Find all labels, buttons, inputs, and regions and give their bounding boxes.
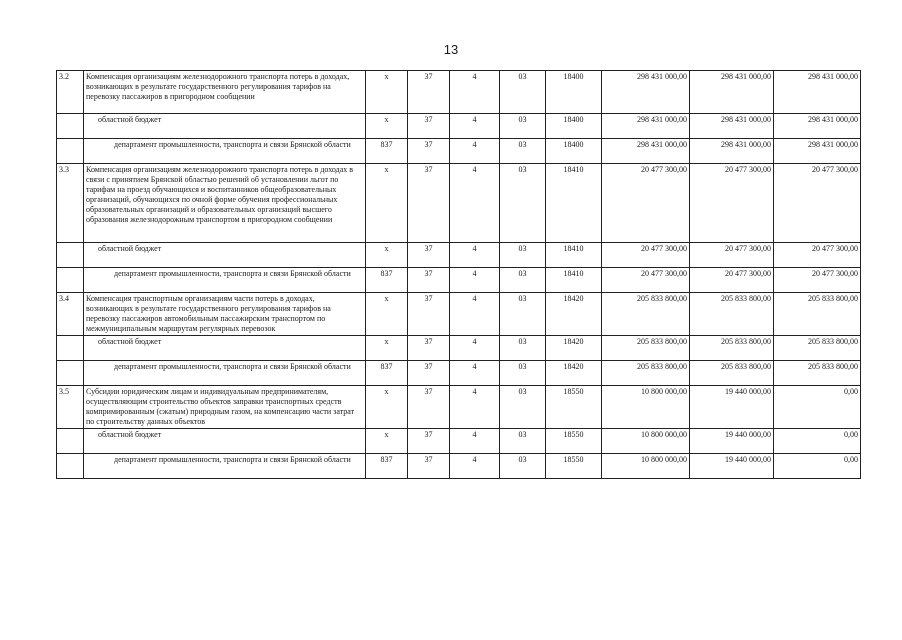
row-number: 3.2 — [57, 71, 84, 114]
amount-cell: 19 440 000,00 — [690, 454, 774, 479]
row-name: областной бюджет — [84, 336, 366, 361]
code-cell: 37 — [408, 114, 450, 139]
code-cell: 03 — [500, 164, 546, 243]
amount-cell: 20 477 300,00 — [602, 164, 690, 243]
amount-cell: 298 431 000,00 — [690, 71, 774, 114]
code-cell: 37 — [408, 336, 450, 361]
page-number: 13 — [443, 42, 459, 57]
row-number — [57, 429, 84, 454]
amount-cell: 298 431 000,00 — [602, 71, 690, 114]
amount-cell: 10 800 000,00 — [602, 429, 690, 454]
code-cell: 37 — [408, 429, 450, 454]
amount-cell: 0,00 — [774, 429, 861, 454]
code-cell: 37 — [408, 386, 450, 429]
grbs-cell: х — [366, 114, 408, 139]
code-cell: 4 — [450, 243, 500, 268]
code-cell: 37 — [408, 164, 450, 243]
amount-cell: 205 833 800,00 — [690, 361, 774, 386]
amount-cell: 20 477 300,00 — [602, 243, 690, 268]
code-cell: 4 — [450, 71, 500, 114]
table-row — [57, 71, 861, 114]
row-number — [57, 114, 84, 139]
row-number — [57, 139, 84, 164]
code-cell: 37 — [408, 243, 450, 268]
amount-cell: 10 800 000,00 — [602, 386, 690, 429]
amount-cell: 205 833 800,00 — [690, 336, 774, 361]
row-name: департамент промышленности, транспорта и связи Брянской области — [84, 454, 366, 479]
code-cell: 4 — [450, 454, 500, 479]
grbs-cell: х — [366, 243, 408, 268]
amount-cell: 298 431 000,00 — [774, 139, 861, 164]
grbs-cell: х — [366, 71, 408, 114]
grbs-cell: 837 — [366, 139, 408, 164]
amount-cell: 205 833 800,00 — [602, 336, 690, 361]
grbs-cell: х — [366, 293, 408, 336]
row-name: областной бюджет — [84, 243, 366, 268]
code-cell: 4 — [450, 293, 500, 336]
amount-cell: 20 477 300,00 — [602, 268, 690, 293]
code-cell: 18410 — [546, 243, 602, 268]
amount-cell: 19 440 000,00 — [690, 429, 774, 454]
code-cell: 18420 — [546, 336, 602, 361]
code-cell: 18420 — [546, 361, 602, 386]
code-cell: 18400 — [546, 139, 602, 164]
grbs-cell: х — [366, 386, 408, 429]
code-cell: 37 — [408, 71, 450, 114]
grbs-cell: х — [366, 336, 408, 361]
code-cell: 4 — [450, 114, 500, 139]
amount-cell: 20 477 300,00 — [690, 164, 774, 243]
row-name: областной бюджет — [84, 114, 366, 139]
code-cell: 03 — [500, 386, 546, 429]
code-cell: 37 — [408, 454, 450, 479]
code-cell: 03 — [500, 114, 546, 139]
row-number: 3.5 — [57, 386, 84, 429]
amount-cell: 19 440 000,00 — [690, 386, 774, 429]
code-cell: 18550 — [546, 386, 602, 429]
code-cell: 37 — [408, 293, 450, 336]
table-row — [57, 429, 861, 454]
amount-cell: 298 431 000,00 — [690, 114, 774, 139]
code-cell: 4 — [450, 361, 500, 386]
amount-cell: 298 431 000,00 — [774, 71, 861, 114]
table-row — [57, 114, 861, 139]
code-cell: 4 — [450, 268, 500, 293]
amount-cell: 205 833 800,00 — [602, 361, 690, 386]
code-cell: 18400 — [546, 71, 602, 114]
code-cell: 03 — [500, 429, 546, 454]
code-cell: 4 — [450, 429, 500, 454]
amount-cell: 298 431 000,00 — [602, 114, 690, 139]
amount-cell: 0,00 — [774, 386, 861, 429]
code-cell: 18400 — [546, 114, 602, 139]
amount-cell: 20 477 300,00 — [690, 243, 774, 268]
grbs-cell: 837 — [366, 454, 408, 479]
grbs-cell: 837 — [366, 268, 408, 293]
code-cell: 03 — [500, 336, 546, 361]
code-cell: 18550 — [546, 454, 602, 479]
code-cell: 4 — [450, 164, 500, 243]
table-row — [57, 139, 861, 164]
code-cell: 18410 — [546, 268, 602, 293]
amount-cell: 205 833 800,00 — [774, 361, 861, 386]
amount-cell: 298 431 000,00 — [690, 139, 774, 164]
row-name: Субсидии юридическим лицам и индивидуальным предпринимателям, осуществляющим строительство объектов заправки транспортных средств компримированным (сжатым) природным газом, на компенсацию части затрат по строительству данных объектов — [84, 386, 366, 429]
amount-cell: 205 833 800,00 — [774, 336, 861, 361]
row-number — [57, 361, 84, 386]
budget-table — [56, 70, 861, 479]
row-number — [57, 454, 84, 479]
row-name: департамент промышленности, транспорта и связи Брянской области — [84, 139, 366, 164]
amount-cell: 10 800 000,00 — [602, 454, 690, 479]
amount-cell: 0,00 — [774, 454, 861, 479]
code-cell: 4 — [450, 139, 500, 164]
table-row — [57, 293, 861, 336]
table-row — [57, 336, 861, 361]
amount-cell: 298 431 000,00 — [602, 139, 690, 164]
code-cell: 03 — [500, 139, 546, 164]
amount-cell: 205 833 800,00 — [602, 293, 690, 336]
row-number: 3.4 — [57, 293, 84, 336]
table-row — [57, 164, 861, 243]
table-row — [57, 454, 861, 479]
row-name: департамент промышленности, транспорта и связи Брянской области — [84, 268, 366, 293]
row-number — [57, 268, 84, 293]
row-number — [57, 336, 84, 361]
code-cell: 03 — [500, 361, 546, 386]
row-number — [57, 243, 84, 268]
code-cell: 03 — [500, 243, 546, 268]
grbs-cell: 837 — [366, 361, 408, 386]
code-cell: 03 — [500, 293, 546, 336]
amount-cell: 20 477 300,00 — [774, 164, 861, 243]
code-cell: 37 — [408, 361, 450, 386]
amount-cell: 20 477 300,00 — [690, 268, 774, 293]
code-cell: 37 — [408, 139, 450, 164]
row-name: Компенсация организациям железнодорожного транспорта потерь в доходах, возникающих в результате государственного регулирования тарифов на перевозку пассажиров в пригородном сообщении — [84, 71, 366, 114]
code-cell: 37 — [408, 268, 450, 293]
table-row — [57, 361, 861, 386]
amount-cell: 205 833 800,00 — [774, 293, 861, 336]
row-name: Компенсация организациям железнодорожного транспорта потерь в доходах в связи с принятием Брянской областью решений об установлении льгот по тарифам на проезд обучающихся и воспитанников общеобразовательных организаций, обучающихся по очной форме обучения профессиональных образовательных организаций и образовательных организаций высшего образования железнодорожным транспортом в пригородном сообщении — [84, 164, 366, 243]
code-cell: 03 — [500, 268, 546, 293]
amount-cell: 298 431 000,00 — [774, 114, 861, 139]
amount-cell: 20 477 300,00 — [774, 268, 861, 293]
code-cell: 03 — [500, 71, 546, 114]
table-row — [57, 243, 861, 268]
amount-cell: 205 833 800,00 — [690, 293, 774, 336]
amount-cell: 20 477 300,00 — [774, 243, 861, 268]
grbs-cell: х — [366, 164, 408, 243]
code-cell: 4 — [450, 386, 500, 429]
code-cell: 4 — [450, 336, 500, 361]
row-name: Компенсация транспортным организациям части потерь в доходах, возникающих в результате государственного регулирования тарифов на перевозку пассажиров автомобильным пассажирским транспортом по межмуниципальным маршрутам регулярных перевозок — [84, 293, 366, 336]
table-row — [57, 268, 861, 293]
row-number: 3.3 — [57, 164, 84, 243]
code-cell: 18410 — [546, 164, 602, 243]
row-name: департамент промышленности, транспорта и связи Брянской области — [84, 361, 366, 386]
row-name: областной бюджет — [84, 429, 366, 454]
code-cell: 18550 — [546, 429, 602, 454]
table-row — [57, 386, 861, 429]
code-cell: 18420 — [546, 293, 602, 336]
code-cell: 03 — [500, 454, 546, 479]
grbs-cell: х — [366, 429, 408, 454]
